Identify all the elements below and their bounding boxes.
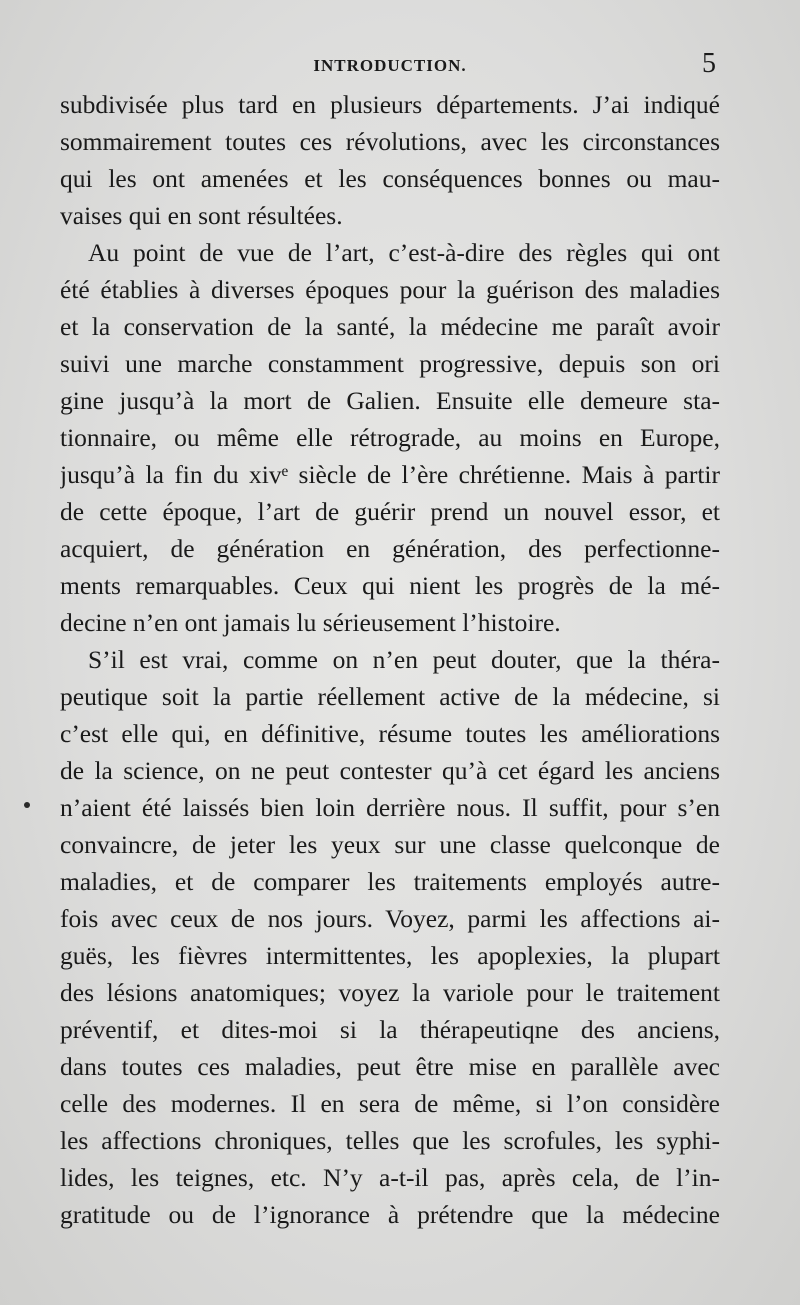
- text-line: gratitude ou de l’ignorance à prétendre que la médecine: [60, 1200, 720, 1229]
- text-line: c’est elle qui, en définitive, résume toutes les améliorations: [60, 719, 720, 748]
- page-number: 5: [702, 48, 716, 79]
- text-line: sommairement toutes ces révolutions, avec les circonstances: [60, 127, 720, 156]
- text-line: acquiert, de génération en génération, des perfectionne-: [60, 534, 720, 563]
- text-line: jusqu’à la fin du xivᵉ siècle de l’ère chrétienne. Mais à partir: [60, 460, 720, 489]
- text-line: des lésions anatomiques; voyez la variole pour le traitement: [60, 978, 720, 1007]
- page-header: [60, 48, 720, 82]
- text-line: maladies, et de comparer les traitements employés autre-: [60, 867, 720, 896]
- text-line: peutique soit la partie réellement active de la médecine, si: [60, 682, 720, 711]
- text-line: qui les ont amenées et les conséquences bonnes ou mau-: [60, 164, 720, 193]
- text-line: Au point de vue de l’art, c’est-à-dire des règles qui ont: [88, 238, 720, 267]
- text-line: guës, les fièvres intermittentes, les apoplexies, la plupart: [60, 941, 720, 970]
- text-line: fois avec ceux de nos jours. Voyez, parmi les affections ai-: [60, 904, 720, 933]
- text-line: S’il est vrai, comme on n’en peut douter, que la théra-: [88, 645, 720, 674]
- text-line: dans toutes ces maladies, peut être mise en parallèle avec: [60, 1052, 720, 1081]
- text-line: suivi une marche constamment progressive, depuis son ori: [60, 349, 720, 378]
- text-line: subdivisée plus tard en plusieurs départements. J’ai indiqué: [60, 90, 720, 119]
- text-line: les affections chroniques, telles que les scrofules, les syphi-: [60, 1126, 720, 1155]
- body-text: [60, 86, 720, 1233]
- text-line: de cette époque, l’art de guérir prend un nouvel essor, et: [60, 497, 720, 526]
- text-line: n’aient été laissés bien loin derrière nous. Il suffit, pour s’en: [60, 793, 720, 822]
- running-title: INTRODUCTION.: [313, 56, 467, 75]
- text-line: ments remarquables. Ceux qui nient les progrès de la mé-: [60, 571, 720, 600]
- text-line: celle des modernes. Il en sera de même, si l’on considère: [60, 1089, 720, 1118]
- text-line: vaises qui en sont résultées.: [60, 201, 343, 230]
- ink-speck: [24, 802, 30, 808]
- text-line: préventif, et dites-moi si la thérapeutiqne des anciens,: [60, 1015, 720, 1044]
- text-line: et la conservation de la santé, la médecine me paraît avoir: [60, 312, 720, 341]
- text-line: lides, les teignes, etc. N’y a-t-il pas, après cela, de l’in-: [60, 1163, 720, 1192]
- text-line: convaincre, de jeter les yeux sur une classe quelconque de: [60, 830, 720, 859]
- text-line: gine jusqu’à la mort de Galien. Ensuite elle demeure sta-: [60, 386, 720, 415]
- text-line: tionnaire, ou même elle rétrograde, au moins en Europe,: [60, 423, 720, 452]
- text-line: de la science, on ne peut contester qu’à cet égard les anciens: [60, 756, 720, 785]
- text-line: été établies à diverses époques pour la guérison des maladies: [60, 275, 720, 304]
- text-line: decine n’en ont jamais lu sérieusement l’histoire.: [60, 608, 561, 637]
